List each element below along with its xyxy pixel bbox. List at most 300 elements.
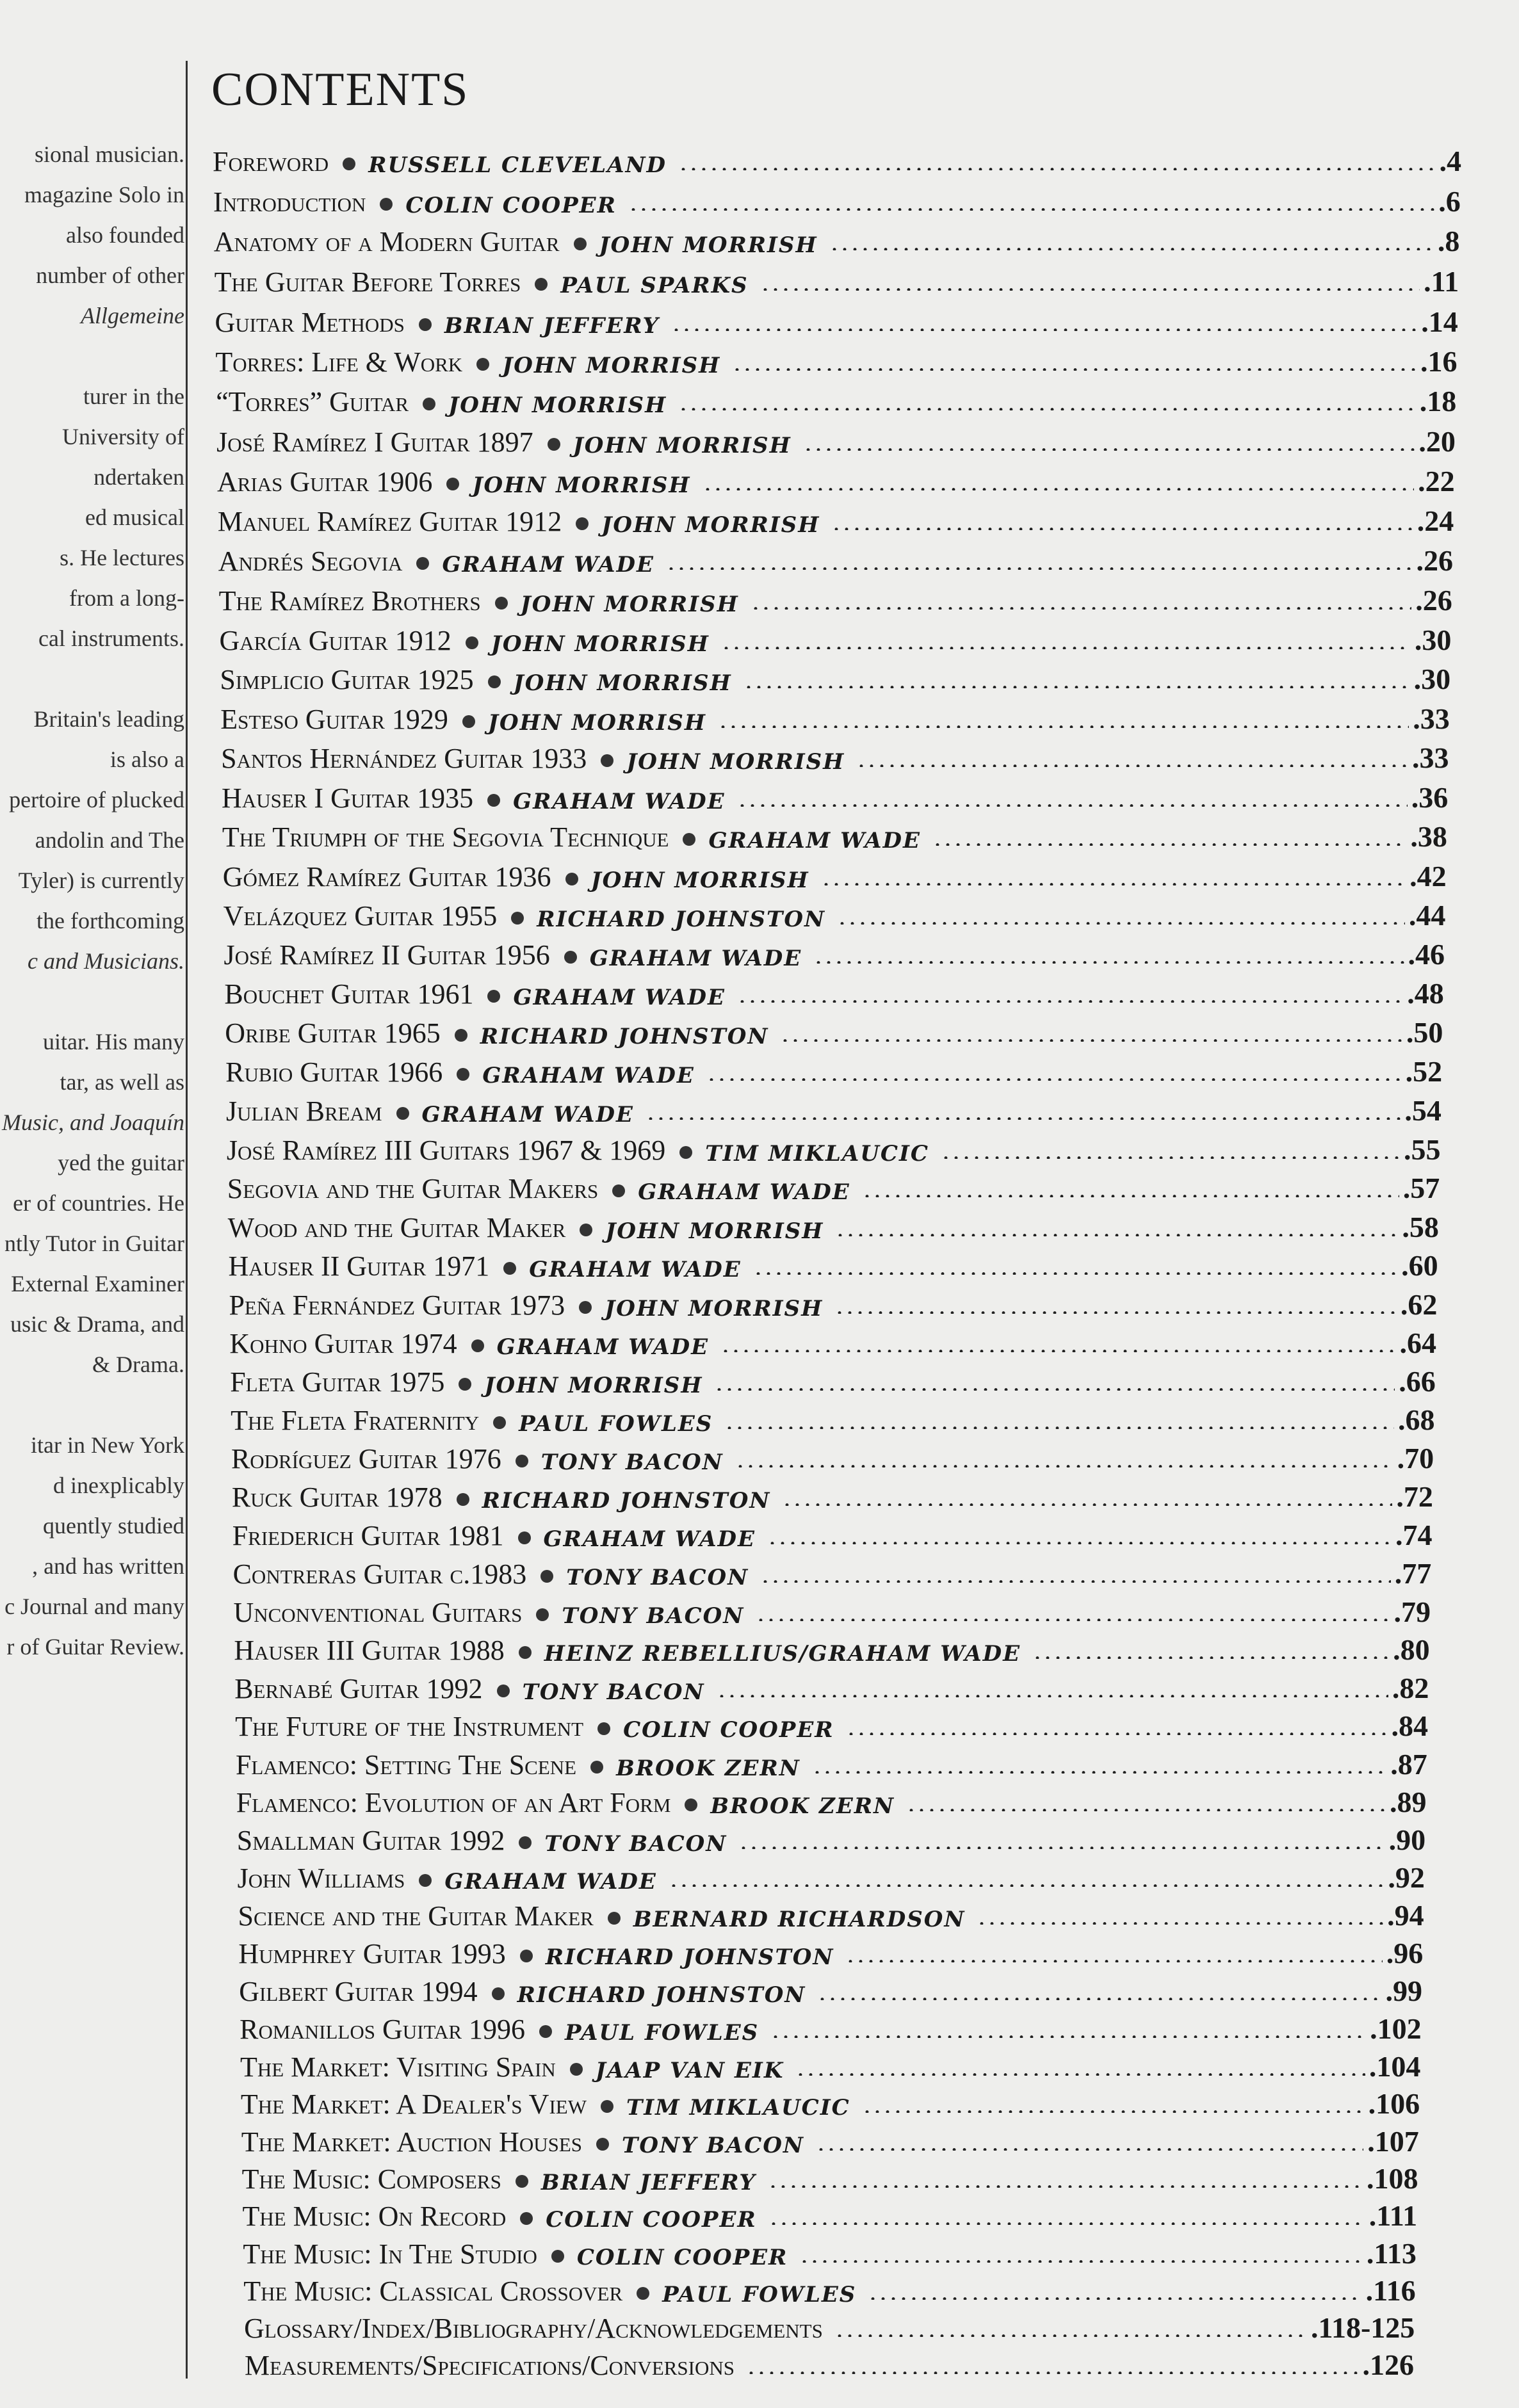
entry-author: RICHARD JOHNSTON <box>482 1488 771 1514</box>
bullet-icon <box>343 158 355 170</box>
entry-title: Peña Fernández Guitar 1973 <box>229 1289 565 1321</box>
entry-title: Segovia and the Guitar Makers <box>227 1173 599 1205</box>
bio-line: s. He lectures <box>60 545 184 570</box>
entry-title: The Music: Composers <box>241 2163 501 2195</box>
entry-title: Humphrey Guitar 1993 <box>238 1938 506 1970</box>
dot-leader <box>746 2372 1358 2374</box>
toc-entry[interactable] <box>215 340 1457 378</box>
entry-author: RICHARD JOHNSTON <box>545 1944 834 1971</box>
toc-entry[interactable] <box>241 2082 1420 2121</box>
bullet-icon <box>487 794 500 807</box>
bullet-icon <box>685 1798 697 1811</box>
entry-author: GRAHAM WADE <box>589 946 802 972</box>
entry-author: JOHN MORRISH <box>448 392 667 419</box>
bullet-icon <box>471 1339 484 1352</box>
toc-entry[interactable] <box>213 180 1461 218</box>
entry-page-number: .14 <box>1421 305 1458 338</box>
toc-entry[interactable] <box>226 1089 1442 1127</box>
toc-entry[interactable] <box>229 1244 1438 1282</box>
toc-entry[interactable] <box>240 2007 1422 2046</box>
bullet-icon <box>492 1987 505 2000</box>
entry-page-number: .33 <box>1412 741 1449 775</box>
bio-line: sional musician. <box>35 141 184 167</box>
toc-entry[interactable] <box>218 499 1454 538</box>
toc-entry[interactable] <box>240 2045 1420 2083</box>
bullet-icon <box>574 238 587 250</box>
entry-author: PAUL FOWLES <box>519 1411 713 1437</box>
entry-author: JOHN MORRISH <box>491 631 710 657</box>
toc-entry[interactable] <box>242 2157 1418 2195</box>
bullet-icon <box>518 1531 531 1544</box>
toc-entry[interactable] <box>241 2120 1419 2158</box>
toc-entry[interactable] <box>220 658 1450 696</box>
toc-entry[interactable] <box>215 300 1458 339</box>
bullet-icon <box>516 2175 528 2188</box>
bullet-icon <box>488 675 501 688</box>
entry-author: RUSSELL CLEVELAND <box>368 152 667 178</box>
entry-author: JOHN MORRISH <box>599 232 818 259</box>
dot-leader <box>743 686 1410 688</box>
entry-title: Rodríguez Guitar 1976 <box>231 1443 501 1475</box>
dot-leader <box>816 2148 1363 2151</box>
dot-leader <box>767 1542 1392 1544</box>
dot-leader <box>780 1039 1402 1042</box>
entry-page-number: .90 <box>1388 1823 1426 1857</box>
bullet-icon <box>570 2063 583 2076</box>
entry-author: COLIN COOPER <box>576 2244 788 2270</box>
dot-leader <box>760 288 1420 291</box>
entry-author: BROOK ZERN <box>710 1793 895 1819</box>
toc-entry[interactable] <box>235 1704 1428 1743</box>
bio-line: magazine Solo in <box>24 182 184 207</box>
entry-page-number: .99 <box>1385 1975 1422 2008</box>
entry-title: Contreras Guitar c.1983 <box>232 1558 527 1590</box>
entry-author: BROOK ZERN <box>616 1755 800 1781</box>
dot-leader <box>724 1426 1394 1429</box>
entry-author: TIM MIKLAUCIC <box>626 2095 850 2121</box>
entry-author: TIM MIKLAUCIC <box>705 1140 929 1167</box>
bullet-icon <box>516 1455 528 1467</box>
bio-line: External Examiner <box>11 1271 184 1297</box>
dot-leader <box>817 1998 1381 2000</box>
toc-entry[interactable] <box>228 1206 1439 1244</box>
bio-line: Allgemeine <box>81 303 184 328</box>
bullet-icon <box>423 398 435 410</box>
dot-leader <box>760 1580 1391 1583</box>
entry-page-number: .33 <box>1413 702 1450 735</box>
toc-entry[interactable] <box>216 420 1456 458</box>
toc-entry[interactable] <box>227 1167 1440 1205</box>
entry-title: “Torres” Guitar <box>216 386 409 418</box>
dot-leader <box>795 2073 1365 2076</box>
entry-page-number: .66 <box>1399 1365 1436 1398</box>
entry-title: Julian Bream <box>226 1095 382 1127</box>
entry-author: COLIN COOPER <box>546 2207 757 2233</box>
entry-author: JOHN MORRISH <box>520 591 739 617</box>
bullet-icon <box>551 2250 564 2263</box>
dot-leader <box>669 1884 1385 1887</box>
dot-leader <box>738 1846 1385 1849</box>
dot-leader <box>932 843 1407 846</box>
bullet-icon <box>519 1836 532 1849</box>
entry-author: GRAHAM WADE <box>513 788 726 814</box>
toc-entry[interactable] <box>238 1932 1423 1970</box>
entry-author: PAUL FOWLES <box>565 2019 760 2046</box>
entry-page-number: .50 <box>1406 1016 1443 1049</box>
toc-entry[interactable] <box>238 1856 1425 1895</box>
toc-entry[interactable] <box>234 1667 1429 1705</box>
entry-page-number: .4 <box>1439 145 1461 177</box>
entry-page-number: .30 <box>1413 663 1451 696</box>
bullet-icon <box>503 1262 516 1275</box>
entry-author: TONY BACON <box>566 1564 749 1590</box>
entry-page-number: .26 <box>1416 544 1453 577</box>
entry-title: The Market: A Dealer's View <box>240 2089 587 2121</box>
entry-title: Ruck Guitar 1978 <box>231 1482 443 1514</box>
bullet-icon <box>535 278 548 291</box>
entry-author: GRAHAM WADE <box>513 985 726 1011</box>
toc-entry[interactable] <box>243 2232 1417 2270</box>
bio-line: c Journal and many <box>4 1594 184 1619</box>
entry-title: Rubio Guitar 1966 <box>225 1056 443 1088</box>
entry-page-number: .80 <box>1393 1633 1430 1667</box>
bullet-icon <box>576 517 589 530</box>
bullet-icon <box>579 1301 592 1314</box>
entry-author: TONY BACON <box>544 1831 727 1857</box>
bio-line: from a long- <box>69 585 184 611</box>
bullet-icon <box>601 754 613 767</box>
dot-leader <box>678 408 1415 410</box>
toc-entry[interactable] <box>231 1437 1434 1475</box>
toc-entry[interactable] <box>223 894 1446 932</box>
entry-title: Kohno Guitar 1974 <box>229 1327 457 1359</box>
toc-entry[interactable] <box>219 579 1452 617</box>
bullet-icon <box>419 318 432 331</box>
bullet-icon <box>564 951 577 964</box>
bullet-icon <box>597 1722 610 1735</box>
entry-page-number: .55 <box>1404 1133 1441 1166</box>
bio-line: uitar. His many <box>43 1029 184 1055</box>
bio-line: pertoire of plucked <box>9 787 184 812</box>
dot-leader <box>717 1695 1388 1697</box>
entry-page-number: .79 <box>1393 1595 1431 1628</box>
bullet-icon <box>520 2212 533 2225</box>
entry-page-number: .102 <box>1370 2012 1422 2045</box>
entry-page-number: .108 <box>1366 2162 1418 2195</box>
toc-entry[interactable] <box>229 1283 1437 1321</box>
entry-title: José Ramírez II Guitar 1956 <box>223 939 550 971</box>
toc-entry[interactable] <box>218 539 1453 578</box>
dot-leader <box>845 1960 1382 1962</box>
entry-author: GRAHAM WADE <box>442 551 654 578</box>
bio-line: ed musical <box>85 505 184 530</box>
toc-entry[interactable] <box>215 260 1459 298</box>
entry-author: BRIAN JEFFERY <box>444 312 660 339</box>
entry-page-number: .8 <box>1437 225 1460 258</box>
entry-title: Manuel Ramírez Guitar 1912 <box>217 505 562 537</box>
entry-author: JOHN MORRISH <box>605 1295 824 1321</box>
toc-entry[interactable] <box>220 618 1452 657</box>
toc-entry[interactable] <box>216 380 1456 418</box>
entry-page-number: .106 <box>1368 2087 1420 2121</box>
dot-leader <box>835 1234 1398 1236</box>
entry-title: The Guitar Before Torres <box>214 266 521 298</box>
toc-entry[interactable] <box>221 736 1449 775</box>
toc-entry[interactable] <box>237 1818 1426 1857</box>
entry-author: PAUL FOWLES <box>662 2281 857 2307</box>
toc-entry[interactable] <box>225 1011 1443 1049</box>
entry-title: Science and the Guitar Maker <box>238 1900 594 1932</box>
dot-leader <box>831 528 1413 530</box>
bio-line: ntly Tutor in Guitar <box>4 1231 184 1256</box>
entry-title: Gilbert Guitar 1994 <box>239 1976 478 2008</box>
entry-page-number: .82 <box>1392 1671 1429 1704</box>
entry-author: HEINZ REBELLIUS/GRAHAM WADE <box>544 1641 1021 1667</box>
dot-leader <box>751 607 1412 610</box>
entry-title: Guitar Methods <box>215 306 405 338</box>
entry-page-number: .74 <box>1395 1519 1433 1552</box>
toc-entry[interactable] <box>232 1475 1433 1514</box>
toc-entry[interactable] <box>213 140 1461 178</box>
dot-leader <box>703 488 1415 490</box>
bullet-icon <box>679 1146 692 1159</box>
dot-leader <box>770 2035 1366 2038</box>
bio-line: turer in the <box>83 384 184 409</box>
dot-leader <box>977 1922 1383 1925</box>
entry-title: The Market: Auction Houses <box>241 2126 583 2158</box>
dot-leader <box>862 1195 1399 1197</box>
toc-entry[interactable] <box>222 776 1448 814</box>
toc-entry[interactable] <box>231 1398 1434 1437</box>
entry-page-number: .70 <box>1397 1442 1434 1475</box>
bullet-icon <box>540 1570 553 1583</box>
entry-page-number: .46 <box>1408 938 1445 971</box>
bullet-icon <box>495 597 508 610</box>
entry-title: The Music: On Record <box>242 2201 507 2233</box>
entry-author: GRAHAM WADE <box>638 1179 850 1206</box>
bio-line: number of other <box>36 263 184 288</box>
entry-author: JOHN MORRISH <box>484 1373 703 1399</box>
dot-leader <box>732 368 1417 371</box>
dot-leader <box>768 2185 1363 2188</box>
toc-entry[interactable] <box>239 1969 1422 2008</box>
bullet-icon <box>601 2100 613 2113</box>
entry-page-number: .26 <box>1415 583 1452 617</box>
entry-title: Hauser II Guitar 1971 <box>228 1250 490 1282</box>
entry-title: The Market: Visiting Spain <box>240 2051 556 2083</box>
bullet-icon <box>511 912 524 925</box>
entry-title: Esteso Guitar 1929 <box>220 703 448 735</box>
toc-entry[interactable] <box>233 1552 1432 1590</box>
bullet-icon <box>457 1068 469 1081</box>
toc-entry[interactable] <box>236 1743 1427 1781</box>
entry-author: TONY BACON <box>562 1603 745 1629</box>
entry-title: Anatomy of a Modern Guitar <box>213 226 560 258</box>
bullet-icon <box>608 1912 621 1925</box>
dot-leader <box>782 1503 1392 1506</box>
toc-entry[interactable] <box>245 2343 1414 2382</box>
entry-author: TONY BACON <box>522 1679 705 1705</box>
toc-entry[interactable] <box>220 697 1450 736</box>
dot-leader <box>706 1078 1402 1081</box>
entry-author: BRIAN JEFFERY <box>540 2170 756 2196</box>
entry-title: Velázquez Guitar 1955 <box>223 900 498 932</box>
dot-leader <box>720 1350 1395 1352</box>
entry-page-number: .52 <box>1405 1055 1443 1088</box>
bio-line: c and Musicians. <box>28 948 184 974</box>
entry-author: JOHN MORRISH <box>513 670 732 697</box>
dot-leader <box>646 1117 1401 1120</box>
dot-leader <box>834 1311 1397 1314</box>
toc-entry[interactable] <box>222 815 1447 853</box>
bio-line: r of Guitar Review. <box>6 1634 184 1660</box>
dot-leader <box>846 1733 1388 1735</box>
toc-entry[interactable] <box>234 1628 1429 1667</box>
dot-leader <box>737 804 1408 807</box>
entry-author: GRAHAM WADE <box>482 1063 695 1088</box>
dot-leader <box>721 647 1411 649</box>
entry-page-number: .104 <box>1369 2049 1421 2083</box>
bullet-icon <box>455 1029 467 1042</box>
entry-author: JOHN MORRISH <box>472 472 691 498</box>
toc-entry[interactable] <box>227 1128 1441 1167</box>
bullet-icon <box>580 1224 592 1236</box>
entry-author: GRAHAM WADE <box>444 1869 657 1895</box>
bullet-icon <box>497 1685 510 1697</box>
bullet-icon <box>487 990 500 1003</box>
toc-entry[interactable] <box>233 1590 1431 1629</box>
toc-entry[interactable] <box>214 220 1460 258</box>
bio-line: d inexplicably <box>53 1473 184 1498</box>
dot-leader <box>768 2222 1365 2225</box>
bullet-icon <box>519 1646 532 1659</box>
entry-title: Wood and the Guitar Maker <box>227 1211 566 1243</box>
toc-entry[interactable] <box>223 855 1447 893</box>
bio-line: Music, and Joaquín <box>2 1110 184 1135</box>
entry-author: COLIN COOPER <box>623 1717 834 1743</box>
bullet-icon <box>565 873 578 885</box>
entry-title: Andrés Segovia <box>218 545 403 577</box>
entry-author: RICHARD JOHNSTON <box>480 1024 769 1050</box>
entry-title: Hauser III Guitar 1988 <box>234 1635 505 1667</box>
bio-line: Britain's leading <box>33 706 184 732</box>
entry-title: Glossary/Index/Bibliography/Acknowledgements <box>244 2312 823 2344</box>
bio-line: cal instruments. <box>38 626 184 651</box>
bullet-icon <box>520 1950 533 1962</box>
dot-leader <box>813 961 1404 964</box>
toc-entry[interactable] <box>238 1894 1424 1932</box>
dot-leader <box>941 1156 1400 1159</box>
toc-entry[interactable] <box>230 1360 1436 1398</box>
entry-page-number: .60 <box>1401 1249 1438 1282</box>
entry-page-number: .89 <box>1389 1785 1427 1818</box>
entry-title: The Music: Classical Crossover <box>243 2275 623 2307</box>
dot-leader <box>756 1619 1390 1621</box>
entry-title: José Ramírez I Guitar 1897 <box>216 426 533 458</box>
toc-entry[interactable] <box>244 2306 1415 2345</box>
entry-page-number: .36 <box>1411 780 1449 814</box>
dot-leader <box>678 168 1435 170</box>
bio-line: itar in New York <box>31 1432 184 1458</box>
entry-page-number: .22 <box>1418 464 1455 497</box>
dot-leader <box>718 725 1409 728</box>
entry-title: Bouchet Guitar 1961 <box>224 978 474 1010</box>
toc-entry[interactable] <box>229 1321 1436 1360</box>
bio-line: & Drama. <box>92 1352 184 1377</box>
entry-title: Unconventional Guitars <box>233 1596 523 1628</box>
entry-page-number: .84 <box>1391 1709 1429 1743</box>
toc-entry[interactable] <box>224 972 1443 1010</box>
entry-author: JOHN MORRISH <box>626 749 845 775</box>
toc-entry[interactable] <box>243 2269 1415 2307</box>
toc-entry[interactable] <box>224 933 1445 971</box>
entry-page-number: .96 <box>1386 1937 1424 1970</box>
dot-leader <box>812 1771 1386 1774</box>
entry-page-number: .38 <box>1410 820 1447 853</box>
entry-author: TONY BACON <box>540 1450 724 1476</box>
entry-title: Santos Hernández Guitar 1933 <box>221 743 587 775</box>
entry-title: Flamenco: Evolution of an Art Form <box>236 1786 671 1818</box>
bio-line: quently studied <box>43 1513 184 1539</box>
bullet-icon <box>683 833 695 846</box>
bullet-icon <box>466 636 478 649</box>
bullet-icon <box>457 1493 469 1506</box>
toc-entry[interactable] <box>232 1514 1433 1552</box>
entry-title: Gómez Ramírez Guitar 1936 <box>222 861 551 893</box>
bio-line: yed the guitar <box>58 1150 184 1176</box>
dot-leader <box>837 922 1405 925</box>
entry-page-number: .107 <box>1367 2124 1419 2158</box>
toc-entry[interactable] <box>242 2194 1417 2233</box>
bio-line: Tyler) is currently <box>18 868 184 893</box>
entry-page-number: .116 <box>1365 2274 1416 2307</box>
entry-page-number: .72 <box>1396 1480 1433 1514</box>
entry-title: Flamenco: Setting The Scene <box>235 1749 577 1781</box>
entry-title: John Williams <box>237 1863 405 1895</box>
entry-title: The Triumph of the Segovia Technique <box>222 821 669 853</box>
entry-author: GRAHAM WADE <box>529 1257 742 1283</box>
bullet-icon <box>596 2138 609 2151</box>
bullet-icon <box>419 1874 432 1887</box>
bio-line: andolin and The <box>35 827 184 853</box>
entry-author: BERNARD RICHARDSON <box>633 1907 966 1933</box>
bullet-icon <box>446 478 459 490</box>
toc-entry[interactable] <box>225 1050 1442 1088</box>
dot-leader <box>753 1272 1397 1275</box>
entry-page-number: .126 <box>1362 2348 1414 2381</box>
entry-page-number: .94 <box>1387 1899 1424 1932</box>
entry-page-number: .48 <box>1407 977 1444 1010</box>
entry-page-number: .118-125 <box>1311 2311 1415 2344</box>
entry-page-number: .16 <box>1420 344 1458 378</box>
entry-title: The Ramírez Brothers <box>218 585 481 617</box>
entry-title: Smallman Guitar 1992 <box>236 1825 505 1857</box>
bullet-icon <box>416 557 429 570</box>
toc-entry[interactable] <box>236 1781 1427 1819</box>
entry-page-number: .57 <box>1402 1172 1440 1205</box>
entry-page-number: .42 <box>1409 859 1447 893</box>
entry-author: JOHN MORRISH <box>590 867 809 893</box>
bullet-icon <box>548 438 560 451</box>
entry-title: Bernabé Guitar 1992 <box>234 1672 483 1704</box>
entry-page-number: .87 <box>1390 1747 1427 1781</box>
bullet-icon <box>459 1378 471 1391</box>
entry-title: Romanillos Guitar 1996 <box>240 2013 525 2045</box>
dot-leader <box>666 567 1413 570</box>
entry-title: Arias Guitar 1906 <box>217 465 433 497</box>
toc-entry[interactable] <box>217 460 1455 498</box>
entry-page-number: .54 <box>1404 1094 1442 1127</box>
